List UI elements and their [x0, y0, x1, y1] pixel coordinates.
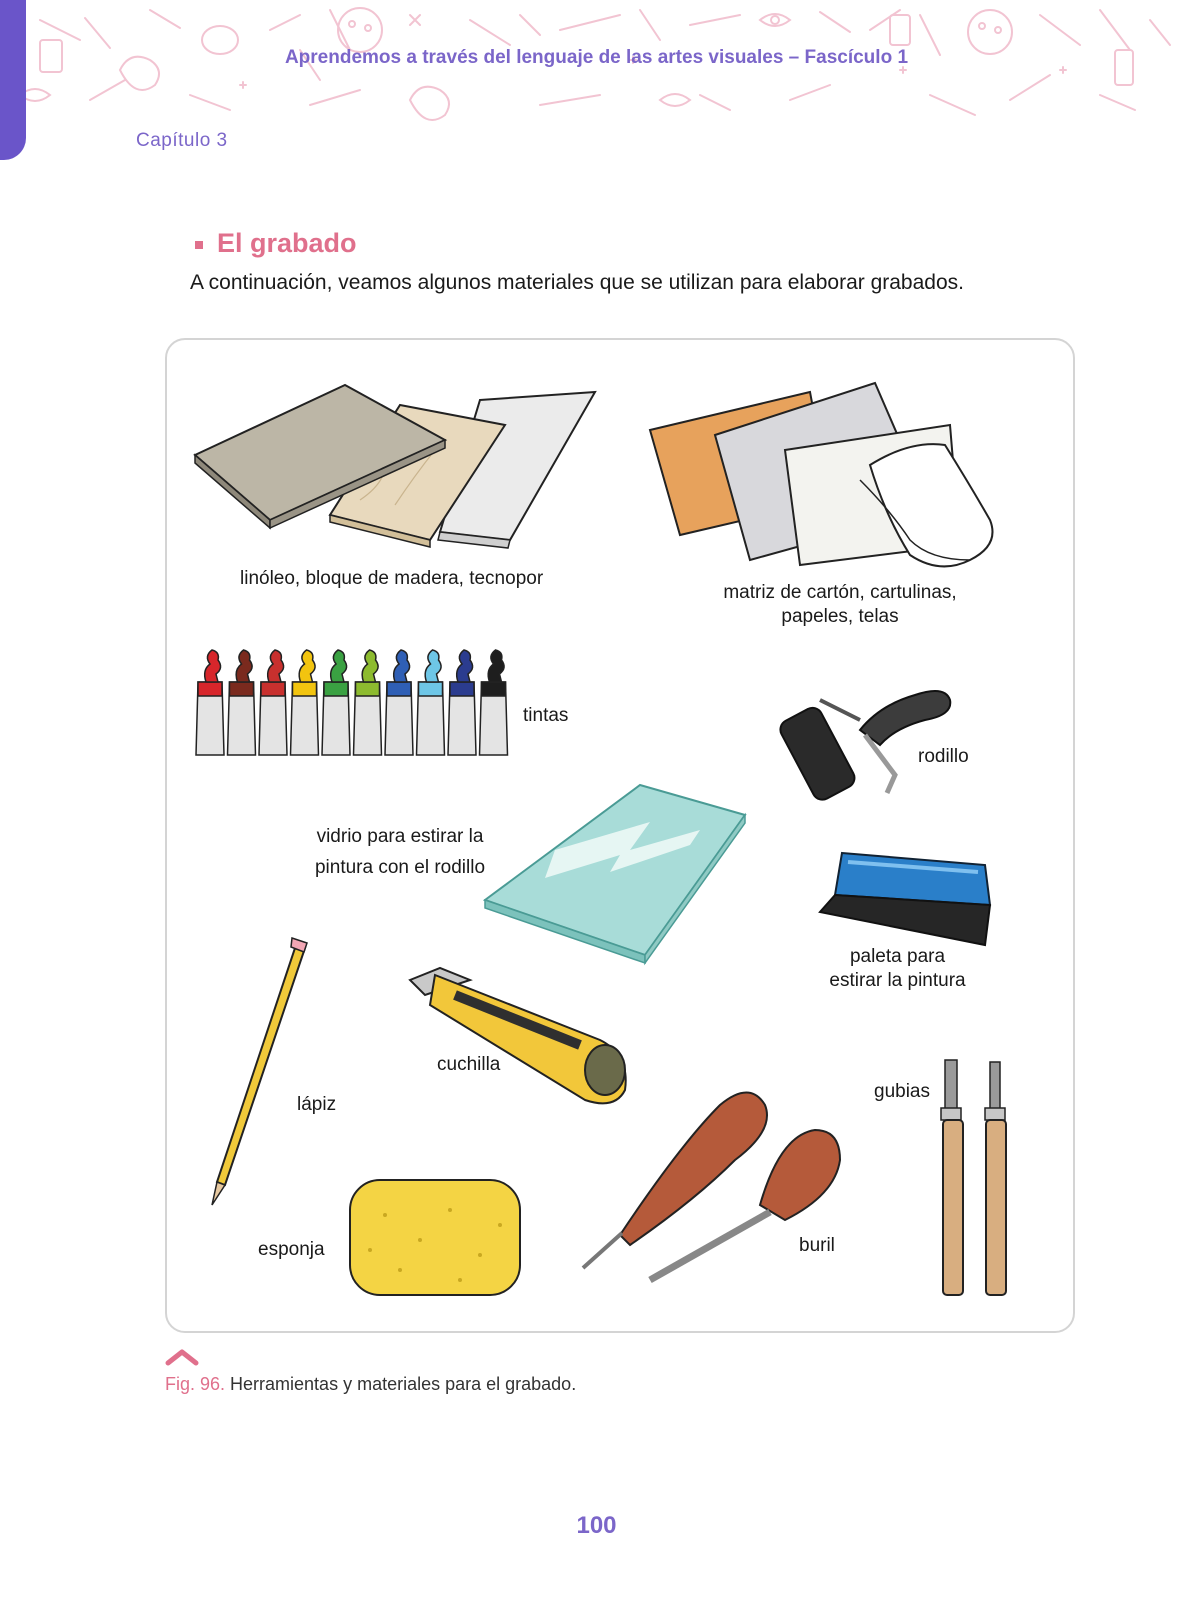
intro-paragraph: A continuación, veamos algunos materiales que se utilizan para elaborar grabados.	[190, 271, 964, 294]
ink-tube	[448, 650, 476, 755]
papers-illustration	[650, 383, 993, 566]
sponge-illustration	[350, 1180, 520, 1295]
label-glass-line1: vidrio para estirar la	[316, 826, 484, 847]
ink-tube	[196, 650, 224, 755]
label-sponge: esponja	[258, 1239, 325, 1260]
gouges-illustration	[941, 1060, 1006, 1295]
chevron-up-icon	[165, 1348, 199, 1366]
ink-tube	[291, 650, 319, 755]
ink-tube	[322, 650, 350, 755]
ink-tube	[259, 650, 287, 755]
ink-tube	[354, 650, 382, 755]
ink-tube	[385, 650, 413, 755]
label-squeegee-line2: estirar la pintura	[829, 970, 966, 991]
label-glass-line2: pintura con el rodillo	[314, 857, 486, 878]
figure-caption	[165, 1374, 576, 1395]
figure-caption-text: Herramientas y materiales para el grabado.	[225, 1374, 577, 1394]
label-glass	[300, 821, 500, 883]
label-burin: buril	[799, 1235, 835, 1256]
label-squeegee	[805, 945, 990, 993]
ink-tube	[480, 650, 508, 755]
squeegee-illustration	[820, 853, 990, 945]
label-roller: rodillo	[918, 746, 969, 767]
label-pencil: lápiz	[297, 1094, 337, 1115]
label-blocks: linóleo, bloque de madera, tecnopor	[240, 568, 544, 589]
ink-tube	[417, 650, 445, 755]
pencil-illustration	[212, 938, 307, 1205]
figure-number: Fig. 96.	[165, 1374, 226, 1394]
ink-tube	[228, 650, 256, 755]
blocks-illustration	[195, 385, 595, 548]
label-papers	[690, 581, 990, 629]
cutter-illustration	[410, 968, 626, 1103]
glass-illustration	[485, 785, 745, 963]
label-cutter: cuchilla	[437, 1054, 501, 1075]
section-title: El grabado	[217, 228, 357, 258]
page-number: 100	[576, 1512, 617, 1539]
label-gouges: gubias	[874, 1081, 930, 1102]
label-papers-line1: matriz de cartón, cartulinas,	[723, 582, 957, 603]
chapter-label: Capítulo 3	[136, 130, 228, 151]
running-title: Aprendemos a través del lenguaje de las artes visuales – Fascículo 1	[284, 47, 909, 68]
label-papers-line2: papeles, telas	[781, 606, 899, 627]
ink-tubes-illustration	[196, 650, 508, 755]
label-inks: tintas	[523, 705, 569, 726]
label-squeegee-line1: paleta para	[849, 946, 946, 967]
